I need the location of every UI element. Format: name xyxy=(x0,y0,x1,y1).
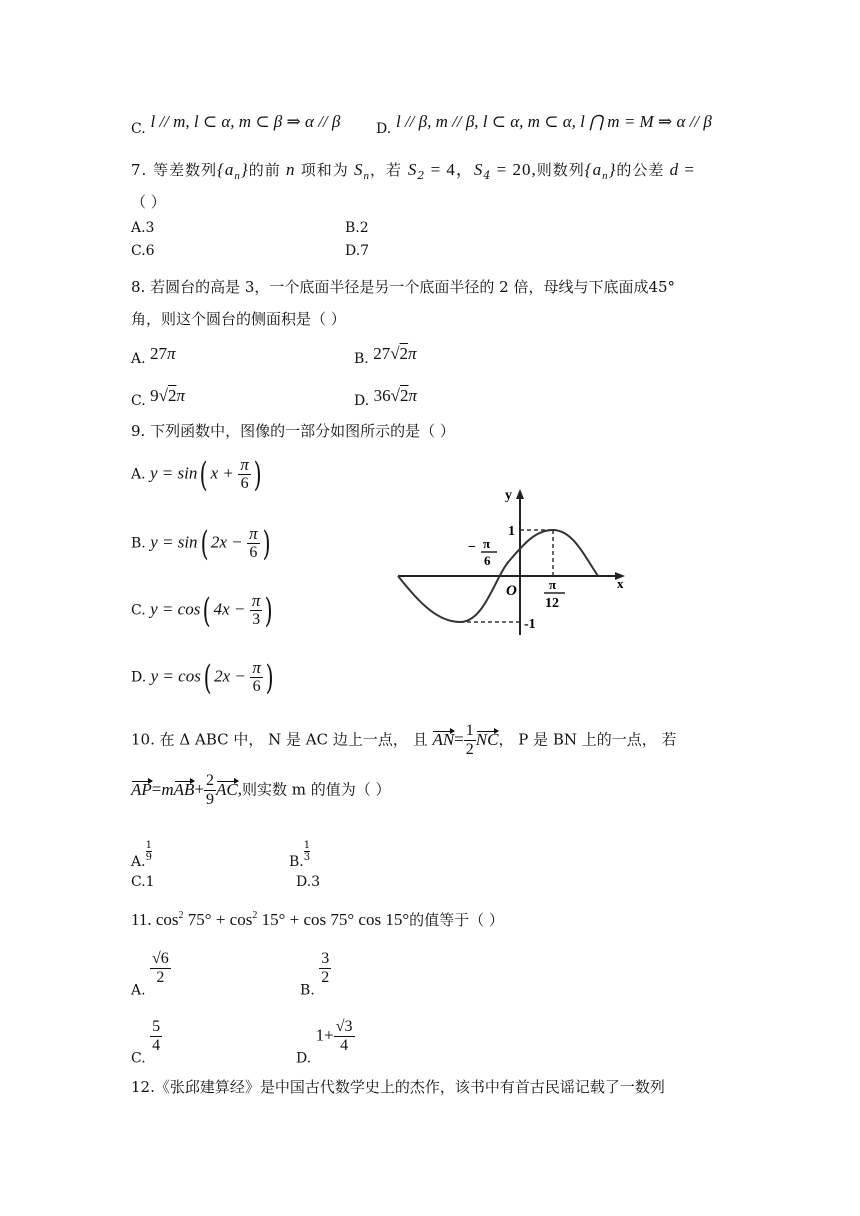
q9-stem: 9. 下列函数中，图像的一部分如图所示的是（ ） xyxy=(131,422,455,440)
q8-option-b-label: B. xyxy=(354,351,369,367)
neg-tick-num: π xyxy=(483,536,491,551)
q7-option-c: C.6 xyxy=(131,243,155,259)
q11-option-d-label: D. xyxy=(296,1050,312,1067)
q7-option-b: B.2 xyxy=(345,220,369,236)
max-label: 1 xyxy=(508,524,515,539)
q8-option-b: B. 27√2π xyxy=(354,344,417,367)
q8-option-a xyxy=(131,345,176,368)
q11-option-b-den: 2 xyxy=(321,969,330,986)
q9-option-a-den: 6 xyxy=(240,475,249,492)
q8-option-b-pi: π xyxy=(408,344,417,363)
q9-option-a-num: π xyxy=(240,455,249,474)
q7-stem: 7. 等差数列$\{a_n\}$的前 n 项和为 $S_n$，若 $S_2 = 4$，$S_4 = 20$,则数列$\{a_n\}$的公差 d = xyxy=(131,160,695,182)
q9-option-a-inner: x + xyxy=(210,463,234,483)
q11-option-b-num: 3 xyxy=(321,950,330,967)
q11-option-b xyxy=(300,950,331,1000)
q11-stem xyxy=(131,906,504,930)
q7-seq-a: $\{a_n\}$ xyxy=(217,160,249,182)
q11-option-c-label: C. xyxy=(131,1050,146,1067)
q10-option-a-num: 1 xyxy=(145,840,152,851)
q11-option-c-den: 4 xyxy=(152,1037,161,1054)
q7-paren: （ ） xyxy=(131,193,166,211)
q7-text-c: 项和为 xyxy=(300,161,349,179)
q6-option-c xyxy=(131,112,340,139)
q9-option-c: C. y = cos( 4x − $\frac{\pi}{3}$ ) xyxy=(131,590,273,631)
q8-option-c-pi: π xyxy=(176,386,185,405)
q7-text-d: ，若 xyxy=(370,161,403,179)
q9-option-c-num: π xyxy=(251,591,261,610)
pos-tick-num: π xyxy=(549,577,557,592)
q11-option-d-prefix: 1+ xyxy=(315,1025,334,1045)
q8-option-d-pi: π xyxy=(408,386,418,405)
q10-option-b-num: 1 xyxy=(303,840,311,851)
q10-option-d: D.3 xyxy=(296,874,321,890)
q8-option-c-label: C. xyxy=(131,393,146,409)
q9-option-b-func: y = sin xyxy=(150,532,198,552)
q9-option-b-den: 6 xyxy=(249,544,258,561)
q9-option-c-label: C. xyxy=(131,602,146,619)
q10-option-c: C.1 xyxy=(131,874,155,890)
q11-option-d xyxy=(296,1018,355,1068)
q11-option-a xyxy=(131,950,171,1000)
q8-line2: 角，则这个圆台的侧面积是（ ） xyxy=(131,310,346,328)
q8-option-a-pi: π xyxy=(167,344,176,363)
origin-label: O xyxy=(506,583,517,599)
q9-option-d-num: π xyxy=(252,658,261,677)
q6-option-d xyxy=(376,112,712,139)
q9-option-a-label: A. xyxy=(131,466,146,483)
q7-number: 7. xyxy=(131,161,148,179)
q9-option-c-den: 3 xyxy=(252,611,261,628)
q6-option-c-math: l // m, l ⊂ α, m ⊂ β ⇒ α // β xyxy=(150,112,341,131)
q10-option-b-den: 3 xyxy=(303,852,311,863)
q10-option-a-den: 9 xyxy=(145,852,152,863)
q11-option-c xyxy=(131,1018,162,1068)
y-label: y xyxy=(505,488,512,503)
q12-stem: 12.《张邱建算经》是中国古代数学史上的杰作，该书中有首古民谣记载了一数列 xyxy=(131,1078,665,1096)
q8-option-a-coef: 27 xyxy=(150,344,168,363)
q10-line1-text: 10. 在 Δ ABC 中， N 是 AC 边上一点， 且 xyxy=(131,730,428,749)
q7-option-d: D.7 xyxy=(345,243,370,259)
y-axis-arrow xyxy=(516,489,524,499)
q11-option-d-den: 4 xyxy=(340,1037,349,1054)
q10-line1: 10. 在 Δ ABC 中， N 是 AC 边上一点， 且 AN= $\frac{1}{2}$ NC， P 是 BN 上的一点， 若 xyxy=(131,722,677,758)
q11-option-c-num: 5 xyxy=(152,1018,161,1035)
min-label: -1 xyxy=(524,617,536,632)
q8-option-a-label: A. xyxy=(131,351,146,367)
q8-option-b-sqrt: 2 xyxy=(399,344,409,363)
q10-line1-text-b: ， P 是 BN 上的一点， 若 xyxy=(498,730,677,749)
q8-option-d-coef: 36 xyxy=(373,386,391,405)
q9-option-b-label: B. xyxy=(131,535,146,552)
q11-option-b-label: B. xyxy=(300,982,315,999)
q8-option-d: D. 36√2π xyxy=(354,386,418,409)
q10-option-b xyxy=(289,840,310,871)
q9-option-b: B. y = sin( 2x − $\frac{\pi}{6}$ ) xyxy=(131,523,271,564)
q7-text: 等差数列 xyxy=(153,161,218,179)
q9-option-a-func: y = sin xyxy=(150,463,198,483)
q11-option-a-num: √6 xyxy=(152,950,169,967)
q9-option-d-den: 6 xyxy=(252,678,261,695)
q10-option-a-label: A. xyxy=(131,854,146,870)
q6-option-d-math: l // β, m // β, l ⊂ α, m ⊂ α, l ⋂ m = M ⇒ α // β xyxy=(395,112,712,131)
q10-line2: AP=mAB+ $\frac{2}{9}$ AC,则实数 m 的值为（ ） xyxy=(131,772,391,808)
q9-option-a: A. y = sin( x + $\frac{\pi}{6}$ ) xyxy=(131,454,262,495)
q9-option-d: D. y = cos( 2x − $\frac{\pi}{6}$ ) xyxy=(131,657,274,698)
x-label: x xyxy=(617,576,624,591)
q8-option-d-sqrt: 2 xyxy=(399,386,409,405)
neg-tick-den: 6 xyxy=(484,553,491,568)
q10-line2-text: 则实数 m 的值为（ ） xyxy=(242,780,391,799)
q11-text: 的值等于（ ） xyxy=(409,911,504,929)
q8-option-b-coef: 27 xyxy=(373,344,391,363)
q11-option-a-den: 2 xyxy=(156,969,165,986)
q9-option-d-inner: 2x − xyxy=(214,666,246,686)
pos-tick-den: 12 xyxy=(545,596,559,611)
q9-option-b-num: π xyxy=(249,524,258,543)
q8-option-d-label: D. xyxy=(354,393,370,409)
q7-option-a: A.3 xyxy=(131,220,155,236)
q8-line1: 8. 若圆台的高是 3，一个底面半径是另一个底面半径的 2 倍，母线与下底面成45° xyxy=(131,278,676,296)
q10-option-b-label: B. xyxy=(289,854,304,870)
q9-option-d-func: y = cos xyxy=(150,666,201,686)
q6-option-d-label: D. xyxy=(376,121,392,137)
q8-option-c-coef: 9 xyxy=(150,386,159,405)
q9-option-c-func: y = cos xyxy=(150,599,201,619)
q6-option-c-label: C. xyxy=(131,121,146,137)
q8-option-c-sqrt: 2 xyxy=(167,386,177,405)
q7-text-e: 则数列 xyxy=(536,161,585,179)
q9-option-b-inner: 2x − xyxy=(210,532,243,552)
q9-option-c-inner: 4x − xyxy=(213,599,246,619)
neg-tick-sign: − xyxy=(468,540,476,555)
q11-option-a-label: A. xyxy=(131,982,146,999)
q8-option-c: C. 9√2π xyxy=(131,386,185,409)
q9-option-d-label: D. xyxy=(131,669,147,686)
q11-expression: 11. $\cos^2 75^\circ + \cos^2 15^\circ + \cos 75^\circ$ cos 15° xyxy=(131,910,410,929)
q10-option-a xyxy=(131,840,152,871)
q11-option-d-num: √3 xyxy=(335,1018,353,1035)
q9-sine-graph xyxy=(395,485,635,640)
